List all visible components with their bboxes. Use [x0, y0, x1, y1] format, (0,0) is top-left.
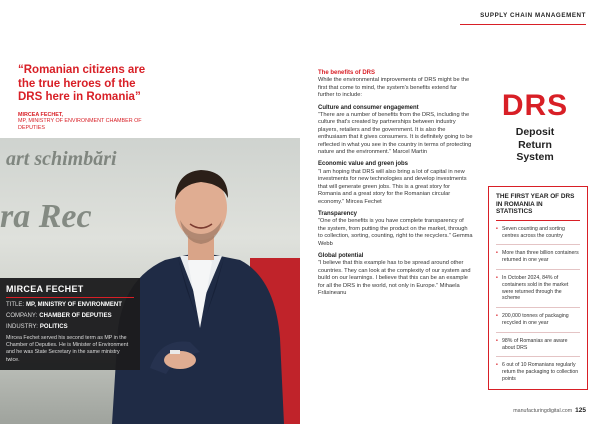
- article-heading-economic: Economic value and green jobs: [318, 161, 409, 168]
- stat-text: 6 out of 10 Romanians regularly return the packaging to collection points: [502, 362, 579, 382]
- bullet-icon: •: [496, 337, 498, 344]
- stat-item: [496, 313, 580, 333]
- drs-title-block: [480, 90, 590, 164]
- drs-line-system: System: [516, 151, 554, 163]
- section-rule: [460, 24, 586, 25]
- footer-site: manufacturingdigital.com: [513, 408, 573, 414]
- profile-industry-row: [6, 324, 134, 331]
- photo-banner-text-2: ra Rec: [0, 198, 92, 235]
- drs-line-deposit: Deposit: [515, 126, 555, 138]
- drs-line-return: Return: [518, 138, 552, 151]
- pull-quote-text: “Romanian citizens are the true heroes of the DRS here in Romania”: [18, 64, 146, 103]
- section-label: SUPPLY CHAIN MANAGEMENT: [480, 12, 586, 19]
- stat-text: 98% of Romanias are aware about DRS: [502, 337, 568, 351]
- article-body: [318, 70, 473, 297]
- article-paragraph-global: “I believe that this example has to be spread around other countries. They can look at the complexity of our system and build on our learnings. I believe that this can be an example for all the DRS in the world, not only in Europe.” Mihaela Frăsineanu: [318, 260, 471, 296]
- bullet-icon: •: [496, 250, 498, 257]
- stat-item: [496, 275, 580, 308]
- stats-title: THE FIRST YEAR OF DRS IN ROMANIA IN STATISTICS: [496, 193, 580, 221]
- profile-name: MIRCEA FECHET: [6, 284, 134, 298]
- stat-text: Seven counting and sorting centres across the country: [502, 225, 565, 239]
- profile-industry-value: POLITICS: [39, 324, 68, 330]
- page-number: 125: [575, 407, 586, 414]
- article-paragraph-transparency: “One of the benefits is you have complete transparency of the system, from putting the product on the market, through to collection, sorting, counting, right to the recyclers.” Gemma Webb: [318, 218, 473, 247]
- pull-quote-role: MP, MINISTRY OF ENVIRONMENT CHAMBER OF DEPUTIES: [18, 118, 142, 131]
- article-heading-global: Global potential: [318, 252, 364, 259]
- profile-company-value: CHAMBER OF DEPUTIES: [39, 313, 112, 319]
- page-footer: [513, 407, 586, 414]
- stat-item: [496, 338, 580, 358]
- bullet-icon: •: [496, 225, 498, 232]
- stat-text: In October 2024, 84% of containers sold in the market were returned through the scheme: [502, 274, 569, 302]
- article-heading-culture: Culture and consumer engagement: [318, 104, 419, 111]
- profile-title-value: MP, MINISTRY OF ENVIRONMENT: [26, 302, 122, 308]
- article-paragraph-economic: “I am hoping that DRS will also bring a lot of capital in new investments for new technologies and develop investments that will generate green jobs. This is a great story for Romania and a great story for the Romanian circular economy.” Mircea Fechet: [318, 168, 467, 205]
- bullet-icon: •: [496, 362, 498, 369]
- bullet-icon: •: [496, 274, 498, 281]
- bullet-icon: •: [496, 313, 498, 320]
- stat-item: [496, 362, 580, 382]
- drs-acronym: DRS: [501, 89, 569, 122]
- pull-quote: [18, 64, 148, 131]
- profile-title-key: TITLE:: [6, 302, 25, 308]
- profile-industry-key: INDUSTRY:: [6, 324, 38, 330]
- article-paragraph-benefits: While the environmental improvements of DRS might be the first that come to mind, the system's benefits extend far further to include:: [318, 77, 470, 99]
- pull-quote-name: MIRCEA FECHET,: [18, 111, 64, 118]
- profile-bio: Mircea Fechet served his second term as MP in the Chamber of Deputies. He is Minister of Environment and he was State Secretary in the same ministry twice.: [6, 335, 129, 363]
- right-page: [300, 0, 600, 424]
- photo-banner-text-1: art schimbări: [6, 148, 117, 170]
- profile-title-row: [6, 302, 134, 309]
- profile-card: [0, 278, 140, 370]
- profile-company-key: COMPANY:: [6, 313, 38, 319]
- stat-text: More than three billion containers returned in one year: [502, 250, 579, 264]
- profile-company-row: [6, 313, 134, 320]
- drs-expansion: [480, 126, 590, 164]
- stat-text: 200,000 tonnes of packaging recycled in one year: [502, 313, 569, 326]
- article-paragraph-culture: “There are a number of benefits from the DRS, including the culture that's created by partnerships between industry players, retailers and the government. It is also the enthusiasm that it gives consumers. It is definitely going to be reflected in what you see in the country in terms of protecting nature and the environment.” Marcel Martin: [318, 112, 473, 156]
- article-heading-benefits: The benefits of DRS: [318, 70, 376, 76]
- article-heading-transparency: Transparency: [318, 210, 358, 217]
- stat-item: [496, 250, 580, 270]
- stat-item: [496, 226, 580, 246]
- stats-box: [488, 186, 588, 390]
